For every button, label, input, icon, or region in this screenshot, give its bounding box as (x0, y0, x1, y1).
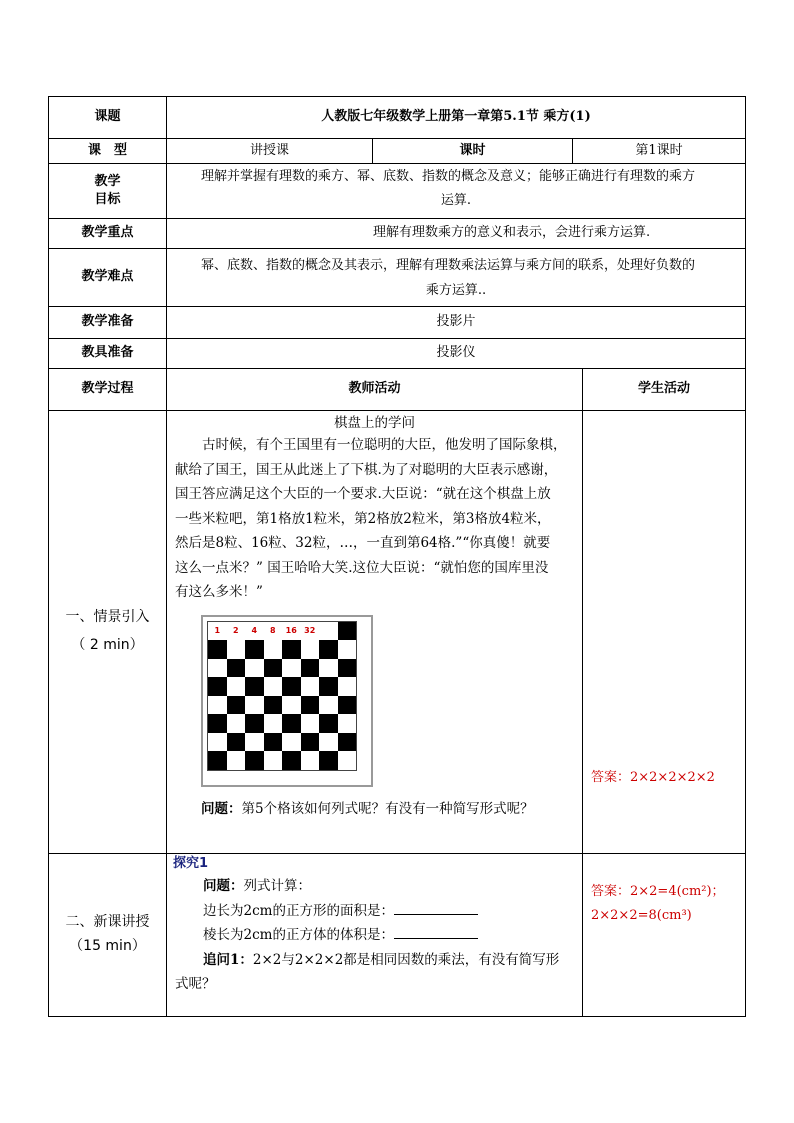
chessboard-square (264, 677, 283, 696)
difficulty-text (167, 249, 746, 307)
chessboard-square (301, 751, 320, 770)
chessboard-square (227, 640, 246, 659)
chessboard-number: 32 (301, 622, 320, 641)
follow-up-line2: 式呢？ (175, 976, 216, 992)
section1-stage (49, 411, 167, 854)
explore-heading: 探究1 (173, 856, 209, 871)
topic-value: 人教版七年级数学上册第一章第5.1节 乘方(1) (167, 97, 746, 139)
chessboard-square (338, 733, 357, 752)
lesson-plan-table (48, 96, 746, 1017)
chessboard-square (264, 640, 283, 659)
chessboard-square (338, 696, 357, 715)
story-line: 然后是8粒、16粒、32粒，…，一直到第64格.”“你真傻！就要 (175, 535, 551, 551)
chessboard-square (282, 640, 301, 659)
teacher-header: 教师活动 (167, 369, 583, 411)
difficulty-label: 教学难点 (49, 249, 167, 307)
section1-time: （ 2 min） (71, 637, 144, 653)
area-question (167, 899, 582, 924)
follow-up-text: 2×2与2×2×2都是相同因数的乘法，有没有简写形 (252, 951, 560, 968)
volume-answer-blank[interactable] (394, 926, 478, 939)
goals-label-line1: 教学 (94, 173, 121, 189)
volume-question-text: 棱长为2cm的正方体的体积是： (203, 927, 394, 943)
chessboard-square (282, 696, 301, 715)
section2-stage (49, 854, 167, 1017)
chessboard-square (264, 751, 283, 770)
section2-q-text: 列式计算： (243, 878, 311, 894)
story-line: 有这么多米！” (175, 584, 263, 600)
prep-value: 投影片 (167, 307, 746, 339)
chessboard-square (245, 659, 264, 678)
section2-time: （15 min） (69, 938, 146, 954)
chessboard-square (245, 714, 264, 733)
process-header: 教学过程 (49, 369, 167, 411)
story-title: 棋盘上的学问 (334, 415, 415, 431)
story-line: 这么一点米？” 国王哈哈大笑.这位大臣说：“就怕您的国库里没 (175, 559, 549, 576)
chessboard-square (227, 677, 246, 696)
chessboard-square (208, 640, 227, 659)
section2-stage-name: 二、新课讲授 (65, 914, 150, 931)
chessboard-square (282, 733, 301, 752)
chessboard-square (227, 659, 246, 678)
chessboard-number: 16 (282, 622, 301, 641)
chessboard-square (208, 751, 227, 770)
chessboard-square (208, 677, 227, 696)
chessboard-square (338, 640, 357, 659)
follow-up-label: 追问1： (203, 951, 253, 968)
chessboard-square (338, 677, 357, 696)
type-label: 课 型 (49, 139, 167, 164)
volume-question (167, 923, 582, 948)
chessboard-square (245, 733, 264, 752)
chessboard-square (264, 659, 283, 678)
chessboard-square (245, 640, 264, 659)
chessboard-square (264, 733, 283, 752)
chessboard-square (227, 751, 246, 770)
student-header: 学生活动 (583, 369, 746, 411)
story-line: 古时候，有个王国里有一位聪明的大臣，他发明了国际象棋， (202, 437, 567, 453)
chessboard-number: 1 (208, 622, 227, 641)
section1-student (583, 411, 746, 854)
section2-q-label: 问题： (203, 878, 244, 894)
chessboard-square (301, 714, 320, 733)
question-label: 问题： (201, 800, 242, 817)
follow-up-question (167, 948, 582, 973)
question-line (167, 797, 582, 822)
chessboard-square (208, 659, 227, 678)
chessboard-square (245, 751, 264, 770)
chessboard-square (264, 714, 283, 733)
goals-label-line2: 目标 (94, 192, 121, 207)
section2-teacher (167, 854, 583, 1017)
prep-label: 教学准备 (49, 307, 167, 339)
chessboard-square (319, 659, 338, 678)
question-text: 第5个格该如何列式呢？有没有一种简写形式呢？ (241, 800, 534, 817)
chessboard-square (245, 677, 264, 696)
chessboard-square (282, 659, 301, 678)
chessboard-square (282, 714, 301, 733)
chessboard-image (201, 615, 373, 787)
chessboard-square (319, 622, 338, 641)
section1-stage-name: 一、情景引入 (65, 609, 150, 626)
section2-answer-line1: 答案：2×2=4(cm²)； (591, 884, 725, 899)
chessboard-square (264, 696, 283, 715)
goals-line1: 理解并掌握有理数的乘方、幂、底数、指数的概念及意义；能够正确进行有理数的乘方 (201, 169, 696, 184)
chessboard-square (301, 640, 320, 659)
chessboard-square (301, 696, 320, 715)
chessboard-square (319, 733, 338, 752)
chessboard-square (338, 714, 357, 733)
period-value: 第1课时 (573, 139, 746, 164)
goals-label (49, 164, 167, 219)
chessboard-square (245, 696, 264, 715)
story-line: 国王答应满足这个大臣的一个要求.大臣说：“就在这个棋盘上放 (175, 486, 551, 502)
chessboard-square (319, 751, 338, 770)
type-value: 讲授课 (167, 139, 373, 164)
key-point-text: 理解有理数乘方的意义和表示，会进行乘方运算. (167, 219, 746, 249)
section1-teacher (167, 411, 583, 854)
tools-label: 教具准备 (49, 339, 167, 369)
chessboard-square (319, 714, 338, 733)
tools-value: 投影仪 (167, 339, 746, 369)
chessboard-square (227, 733, 246, 752)
difficulty-line2: 乘方运算.. (425, 282, 487, 298)
chessboard-square (338, 751, 357, 770)
chessboard-square (301, 733, 320, 752)
period-label: 课时 (373, 139, 573, 164)
story-line: 献给了国王，国王从此迷上了下棋.为了对聪明的大臣表示感谢， (175, 461, 558, 478)
chessboard-number: 2 (227, 622, 246, 641)
chessboard-square (301, 677, 320, 696)
chessboard-square (319, 677, 338, 696)
section1-answer: 答案：2×2×2×2×2 (591, 770, 715, 785)
chessboard-square (319, 696, 338, 715)
topic-label: 课题 (49, 97, 167, 139)
chessboard-square (208, 714, 227, 733)
chessboard-square (319, 640, 338, 659)
goals-line2: 运算. (440, 193, 472, 208)
area-question-text: 边长为2cm的正方形的面积是： (203, 902, 394, 919)
chessboard-square (208, 696, 227, 715)
chessboard-grid (207, 621, 357, 771)
key-point-label: 教学重点 (49, 219, 167, 249)
chessboard-square (338, 659, 357, 678)
chessboard-number: 8 (264, 622, 283, 641)
section2-answer-line2: 2×2×2=8(cm³) (591, 908, 692, 923)
chessboard-square (227, 714, 246, 733)
chessboard-number: 4 (245, 622, 264, 641)
chessboard-square (301, 659, 320, 678)
section2-student (583, 854, 746, 1017)
chessboard-square (282, 677, 301, 696)
section2-question (167, 874, 582, 899)
area-answer-blank[interactable] (394, 902, 478, 915)
goals-text (167, 164, 746, 219)
difficulty-line1: 幂、底数、指数的概念及其表示，理解有理数乘法运算与乘方间的联系，处理好负数的 (201, 257, 696, 273)
chessboard-square (282, 751, 301, 770)
chessboard-square (208, 733, 227, 752)
story-line: 一些米粒吧，第1格放1粒米，第2格放2粒米，第3格放4粒米， (175, 510, 551, 527)
chessboard-square (227, 696, 246, 715)
chessboard-square (338, 622, 357, 641)
